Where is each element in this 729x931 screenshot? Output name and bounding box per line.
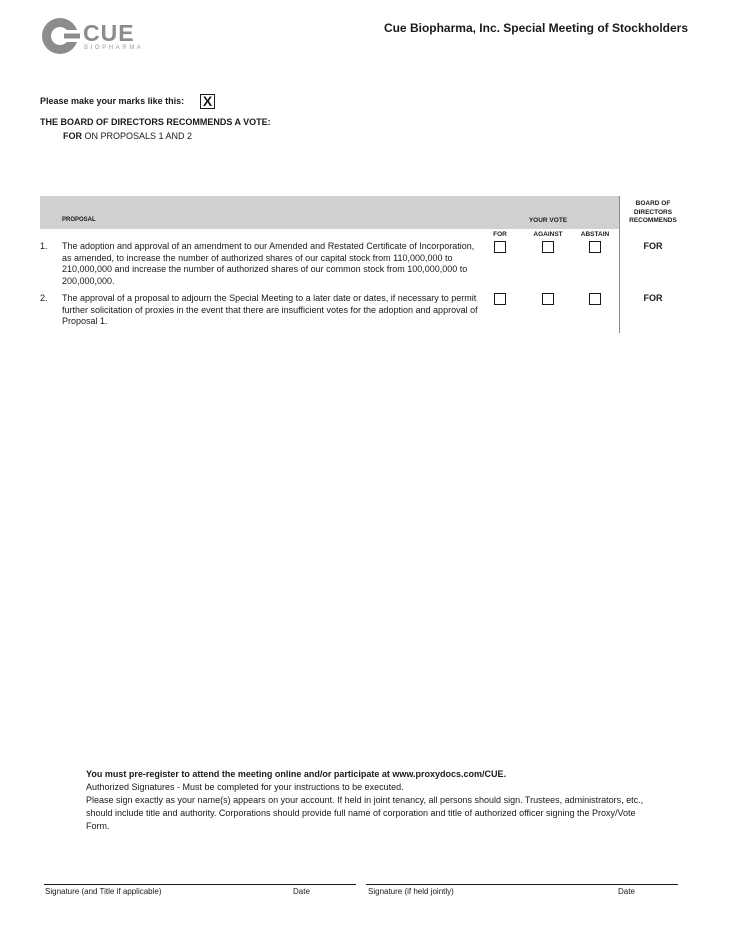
vote-against-checkbox[interactable] [542,241,554,253]
vote-abstain-checkbox[interactable] [589,293,601,305]
table-header-band [40,196,620,229]
vote-for-checkbox[interactable] [494,293,506,305]
preregister-text: You must pre-register to attend the meeting online and/or participate at www.proxydocs.com/CUE. [86,769,507,779]
signing-instructions-text: Please sign exactly as your name(s) appears on your account. If held in joint tenancy, all persons should sign. Trustees, administrators, etc., should include title and authority. Corporations should provide full name of corporation and title of authorized officer signing the Proxy/Vote Form. [86,795,644,831]
header-your-vote: YOUR VOTE [528,217,568,224]
header-proposal: PROPOSAL [62,217,96,223]
board-recommendation-value: FOR [643,293,663,303]
marked-box-example: X [200,94,215,109]
joint-signature-line[interactable] [366,884,678,885]
vote-against-checkbox[interactable] [542,293,554,305]
cue-logo-mark [40,16,80,56]
signature-label: Signature (and Title if applicable) [45,887,162,896]
date-label: Date [293,887,310,896]
board-recommendation-value: FOR [643,241,663,251]
page-title: Cue Biopharma, Inc. Special Meeting of Stockholders [383,21,688,35]
recommend-proposals-text: ON PROPOSALS 1 AND 2 [84,131,193,141]
signature-line[interactable] [44,884,356,885]
proposal-number: 1. [40,241,48,251]
proposal-text: The adoption and approval of an amendment to our Amended and Restated Certificate of Incorporation, as amended, to increase the number of authorized shares of our capital stock from 110,000,000 to 210,000,000 and increase the number of authorized shares of our common stock from 100,000,000 to 200,000,000. [62,241,475,286]
proposal-text: The approval of a proposal to adjourn the Special Meeting to a later date or dates, if necessary to permit further solicitation of proxies in the event that there are insufficient votes for the adoption and approval of Proposal 1. [62,293,478,326]
column-divider [619,196,620,333]
board-recommendation-heading: THE BOARD OF DIRECTORS RECOMMENDS A VOTE: [40,117,271,127]
header-option-for: FOR [493,231,507,238]
authorized-signatures-text: Authorized Signatures - Must be completed for your instructions to be executed. [86,782,404,792]
joint-signature-label: Signature (if held jointly) [368,887,454,896]
header-option-abstain: ABSTAIN [580,231,610,238]
signature-notice [86,768,646,833]
board-recommendation-line [63,131,192,141]
vote-abstain-checkbox[interactable] [589,241,601,253]
logo-text: CUE [83,20,135,46]
marks-instruction: Please make your marks like this: [40,96,185,106]
proposal-number: 2. [40,293,48,303]
recommend-for-label: FOR [63,131,82,141]
vote-for-checkbox[interactable] [494,241,506,253]
joint-date-label: Date [618,887,635,896]
header-option-against: AGAINST [533,231,563,238]
logo-subtext: BIOPHARMA [84,45,144,51]
header-board-recommends: BOARD OF DIRECTORS RECOMMENDS [629,200,677,224]
